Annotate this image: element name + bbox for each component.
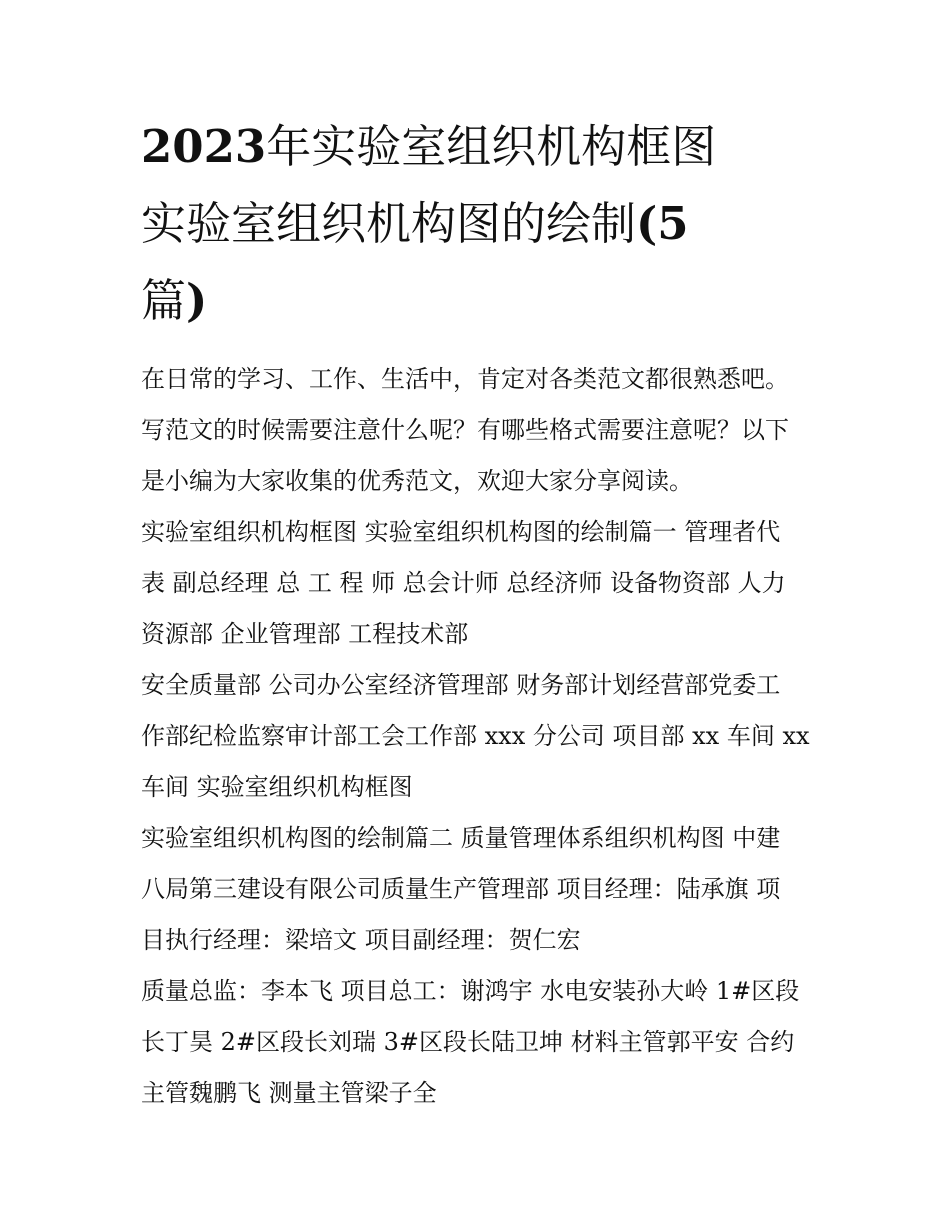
text-line: 主管魏鹏飞 测量主管梁子全: [141, 1079, 437, 1107]
title-line-2: [141, 185, 821, 262]
title-year: 2023: [141, 120, 267, 173]
paragraph-section-2-cont: [141, 966, 813, 1119]
paragraph-section-1: [141, 507, 813, 660]
text-line: 写范文的时候需要注意什么呢？有哪些格式需要注意呢？以下: [141, 416, 789, 444]
title-line-3: [141, 262, 821, 339]
text-line: 长丁昊 2#区段长刘瑞 3#区段长陆卫坤 材料主管郭平安 合约: [141, 1028, 795, 1056]
paragraph-section-2: [141, 813, 813, 966]
paragraph-intro: [141, 354, 813, 507]
text-line: 作部纪检监察审计部工会工作部 xxx 分公司 项目部 xx 车间 xx: [141, 722, 810, 750]
text-line: 质量总监：李本飞 项目总工：谢鸿宇 水电安装孙大岭 1#区段: [141, 977, 800, 1005]
text-line: 八局第三建设有限公司质量生产管理部 项目经理：陆承旗 项: [141, 875, 781, 903]
document-body: [141, 354, 813, 1119]
title-line-2-text: 实验室组织机构图的绘制: [141, 197, 637, 250]
text-line: 是小编为大家收集的优秀范文，欢迎大家分享阅读。: [141, 467, 693, 495]
text-line: 车间 实验室组织机构框图: [141, 773, 413, 801]
text-line: 表 副总经理 总 工 程 师 总会计师 总经济师 设备物资部 人力: [141, 569, 786, 597]
title-line-3-text: 篇: [141, 274, 187, 327]
text-line: 实验室组织机构框图 实验室组织机构图的绘制篇一 管理者代: [141, 518, 781, 546]
text-line: 安全质量部 公司办公室经济管理部 财务部计划经营部党委工: [141, 671, 781, 699]
paragraph-section-1-cont: [141, 660, 813, 813]
text-line: 资源部 企业管理部 工程技术部: [141, 620, 469, 648]
text-line: 实验室组织机构图的绘制篇二 质量管理体系组织机构图 中建: [141, 824, 781, 852]
title-line-3-bold: ): [186, 274, 208, 327]
document-title: [141, 108, 821, 339]
title-line-1: [141, 108, 821, 185]
text-line: 在日常的学习、工作、生活中，肯定对各类范文都很熟悉吧。: [141, 365, 789, 393]
title-line-2-bold: (5: [636, 197, 689, 250]
title-line-1-text: 年实验室组织机构框图: [266, 120, 717, 173]
text-line: 目执行经理：梁培文 项目副经理：贺仁宏: [141, 926, 581, 954]
